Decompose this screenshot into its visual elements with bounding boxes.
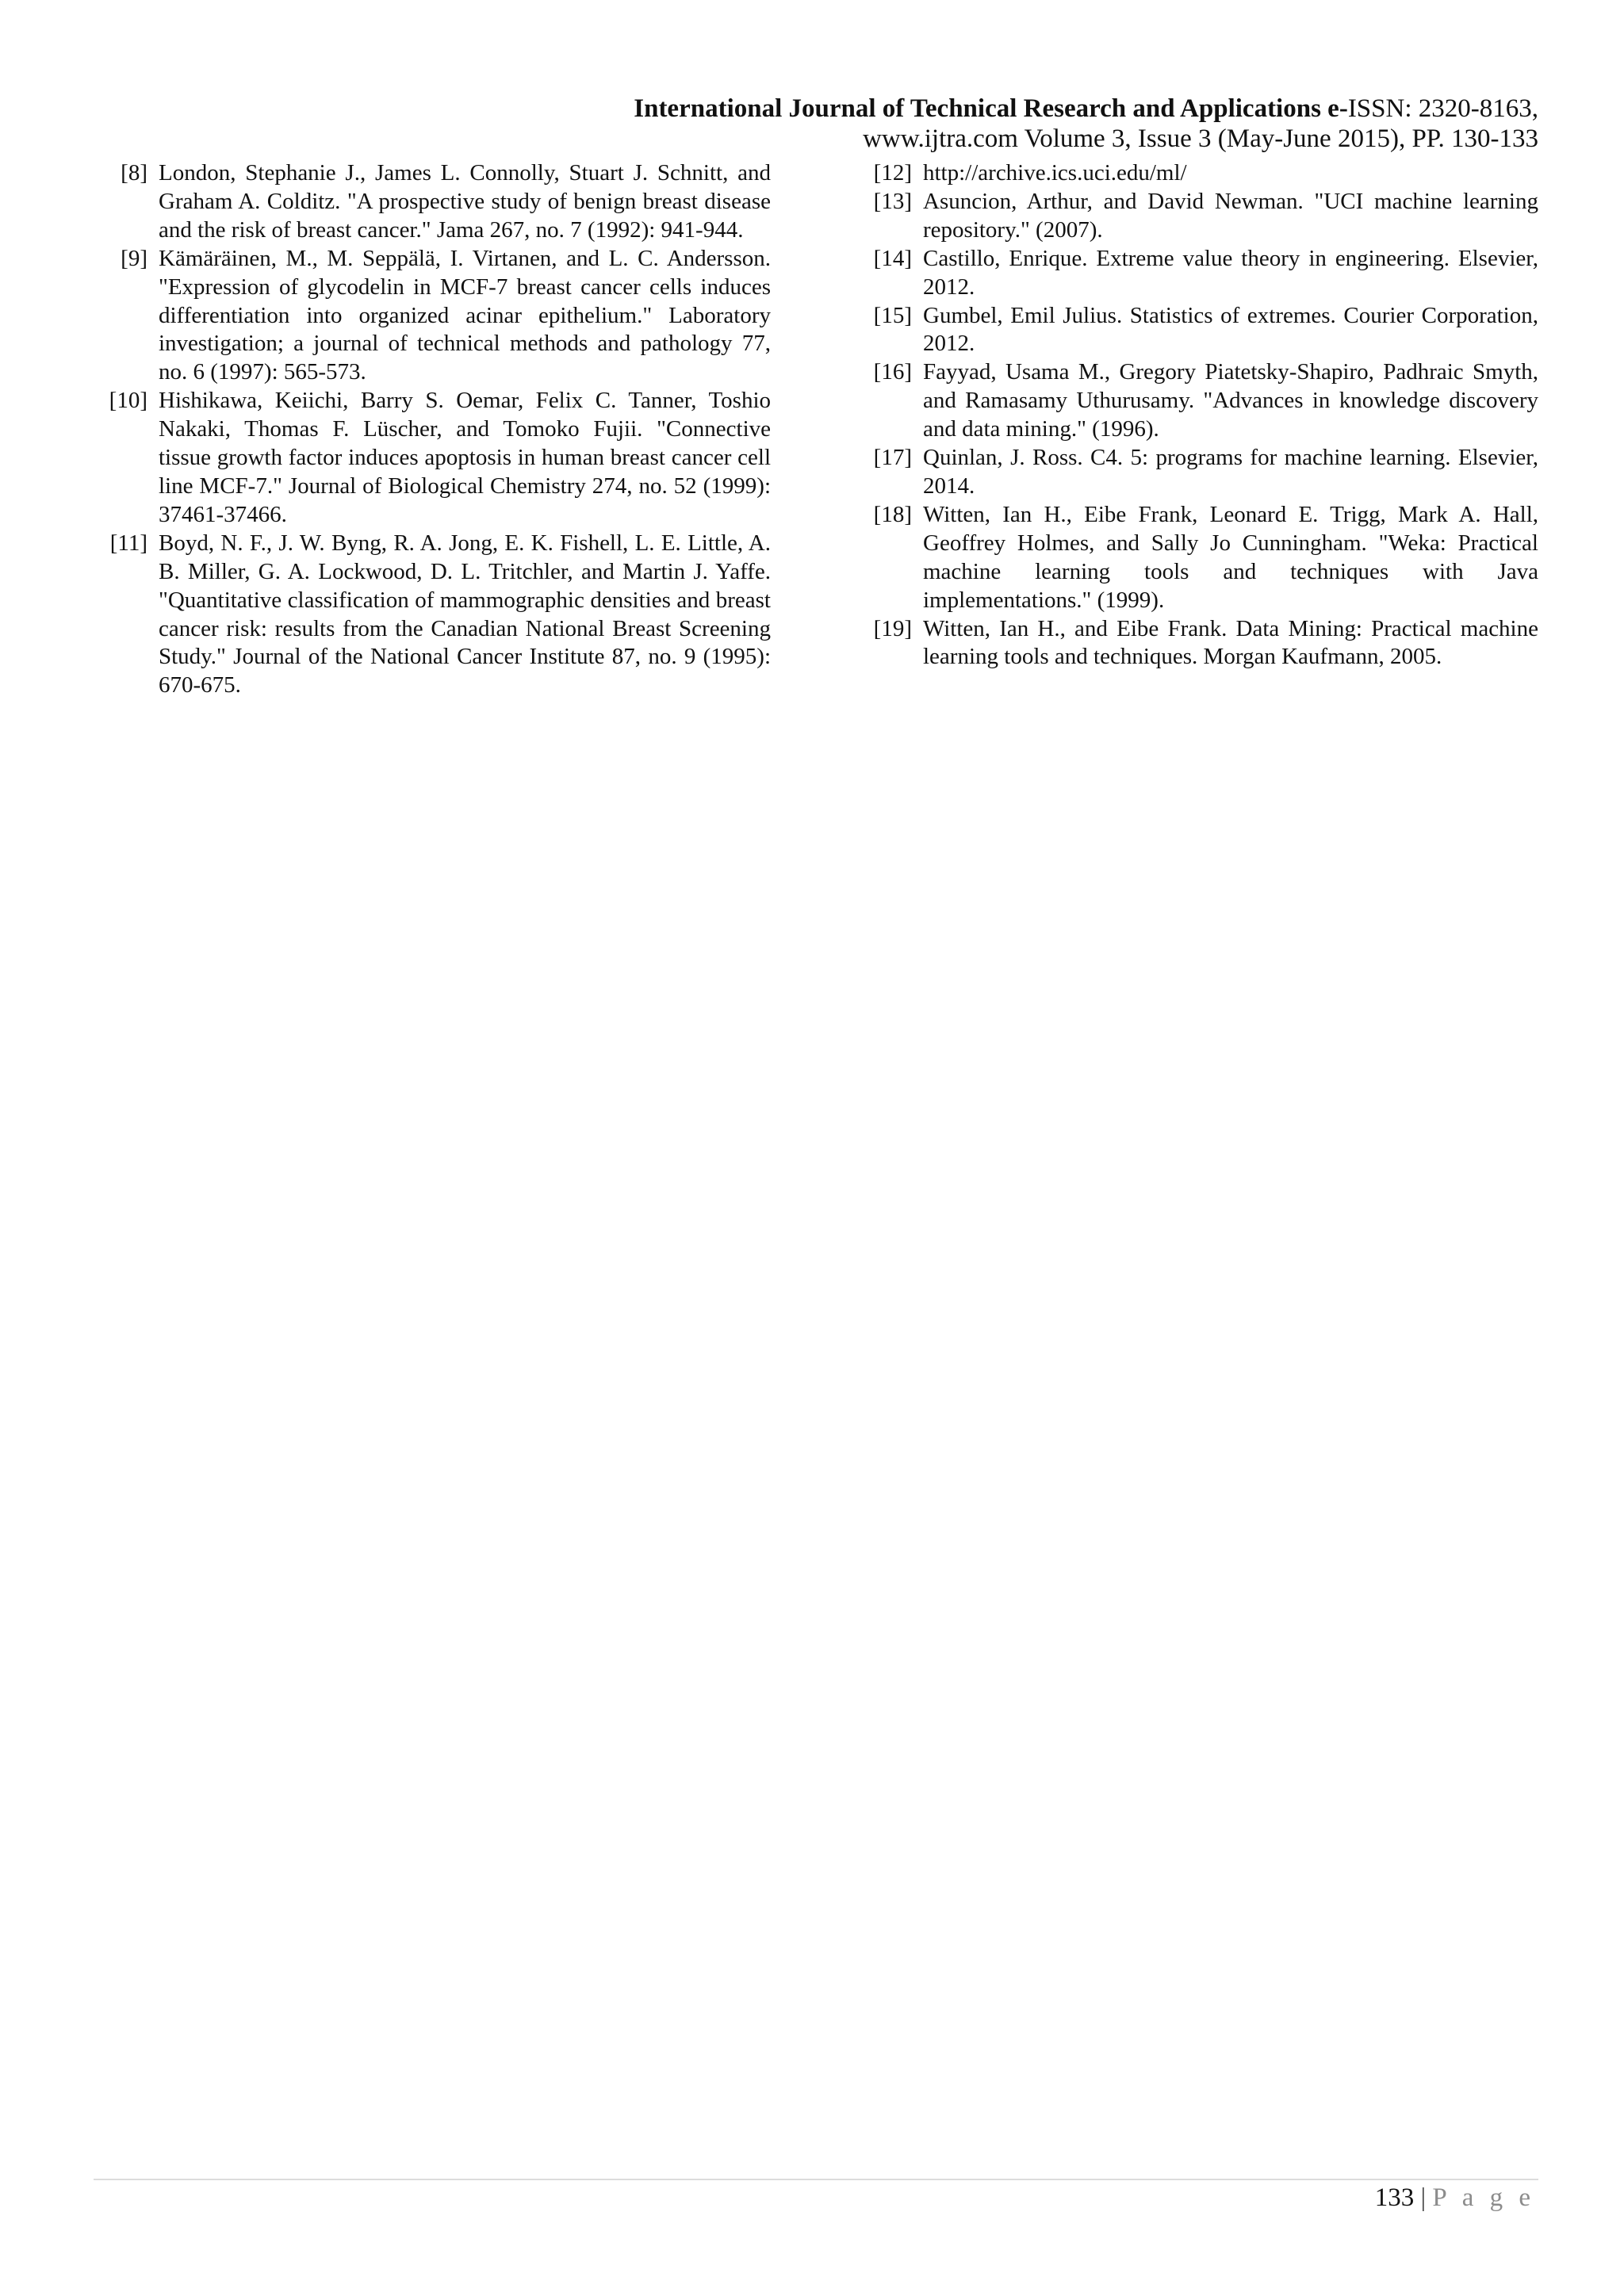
reference-item xyxy=(90,245,771,388)
reference-text: Asuncion, Arthur, and David Newman. "UCI machine learning repository." (2007). xyxy=(923,188,1538,243)
references-left-column xyxy=(90,159,771,700)
reference-text: Kämäräinen, M., M. Seppälä, I. Virtanen, and L. C. Andersson. "Expression of glycodelin in MCF-7 breast cancer cells induces differentiation into organized acinar epithelium." Laboratory investigation; a journal of technical methods and pathology 77, no. 6 (1997): 565-573. xyxy=(159,245,771,385)
footer-divider xyxy=(94,2179,1538,2180)
reference-text: http://archive.ics.uci.edu/ml/ xyxy=(923,160,1187,186)
page-word: P a g e xyxy=(1432,2183,1535,2212)
reference-item xyxy=(855,501,1538,615)
reference-item xyxy=(855,444,1538,501)
reference-text: Quinlan, J. Ross. C4. 5: programs for machine learning. Elsevier, 2014. xyxy=(923,445,1538,499)
header-line-2: www.ijtra.com Volume 3, Issue 3 (May-June 2015), PP. 130-133 xyxy=(863,124,1538,153)
running-header xyxy=(634,94,1538,154)
footer-separator: | xyxy=(1420,2183,1427,2212)
reference-number: [17] xyxy=(873,445,912,471)
reference-item xyxy=(855,358,1538,444)
references-right-column xyxy=(855,159,1538,672)
reference-item xyxy=(855,615,1538,672)
header-line-1 xyxy=(634,94,1538,124)
reference-item xyxy=(855,159,1538,188)
reference-number: [19] xyxy=(873,615,912,641)
issn: ISSN: 2320-8163, xyxy=(1347,94,1538,123)
reference-number: [9] xyxy=(121,245,147,271)
reference-number: [18] xyxy=(873,501,912,527)
reference-number: [10] xyxy=(109,388,147,414)
page-footer xyxy=(1375,2180,1535,2215)
reference-text: Hishikawa, Keiichi, Barry S. Oemar, Felix C. Tanner, Toshio Nakaki, Thomas F. Lüscher, and Tomoko Fujii. "Connective tissue growth factor induces apoptosis in human breast cancer cell line MCF-7." Journal of Biological Chemistry 274, no. 52 (1999): 37461-37466. xyxy=(159,388,771,527)
reference-item xyxy=(90,159,771,245)
reference-number: [12] xyxy=(873,160,912,186)
reference-item xyxy=(855,302,1538,359)
reference-text: Boyd, N. F., J. W. Byng, R. A. Jong, E. K. Fishell, L. E. Little, A. B. Miller, G. A. Lockwood, D. L. Tritchler, and Martin J. Yaffe. "Quantitative classification of mammographic densities and breast cancer risk: results from the Canadian National Breast Screening Study." Journal of the National Cancer Institute 87, no. 9 (1995): 670-675. xyxy=(159,530,771,698)
page-number: 133 xyxy=(1374,2183,1415,2212)
reference-number: [11] xyxy=(109,530,147,556)
reference-text: Castillo, Enrique. Extreme value theory in engineering. Elsevier, 2012. xyxy=(923,245,1538,300)
reference-text: London, Stephanie J., James L. Connolly, Stuart J. Schnitt, and Graham A. Colditz. "A prospective study of benign breast disease and the risk of breast cancer." Jama 267, no. 7 (1992): 941-944. xyxy=(159,160,771,243)
journal-title: International Journal of Technical Research and Applications e- xyxy=(634,94,1348,123)
reference-number: [13] xyxy=(873,188,912,214)
reference-item xyxy=(855,188,1538,245)
reference-number: [14] xyxy=(873,245,912,271)
reference-number: [15] xyxy=(873,302,912,328)
reference-text: Witten, Ian H., and Eibe Frank. Data Mining: Practical machine learning tools and techniques. Morgan Kaufmann, 2005. xyxy=(923,615,1538,670)
reference-item xyxy=(90,387,771,530)
reference-text: Fayyad, Usama M., Gregory Piatetsky-Shapiro, Padhraic Smyth, and Ramasamy Uthurusamy. "Advances in knowledge discovery and data mining." (1996). xyxy=(923,359,1538,442)
reference-number: [8] xyxy=(121,160,147,186)
reference-text: Gumbel, Emil Julius. Statistics of extremes. Courier Corporation, 2012. xyxy=(923,302,1538,357)
reference-item xyxy=(90,530,771,700)
reference-number: [16] xyxy=(873,359,912,385)
reference-item xyxy=(855,245,1538,302)
reference-text: Witten, Ian H., Eibe Frank, Leonard E. Trigg, Mark A. Hall, Geoffrey Holmes, and Sally Jo Cunningham. "Weka: Practical machine learning tools and techniques with Java implementations." (1999). xyxy=(923,501,1538,613)
